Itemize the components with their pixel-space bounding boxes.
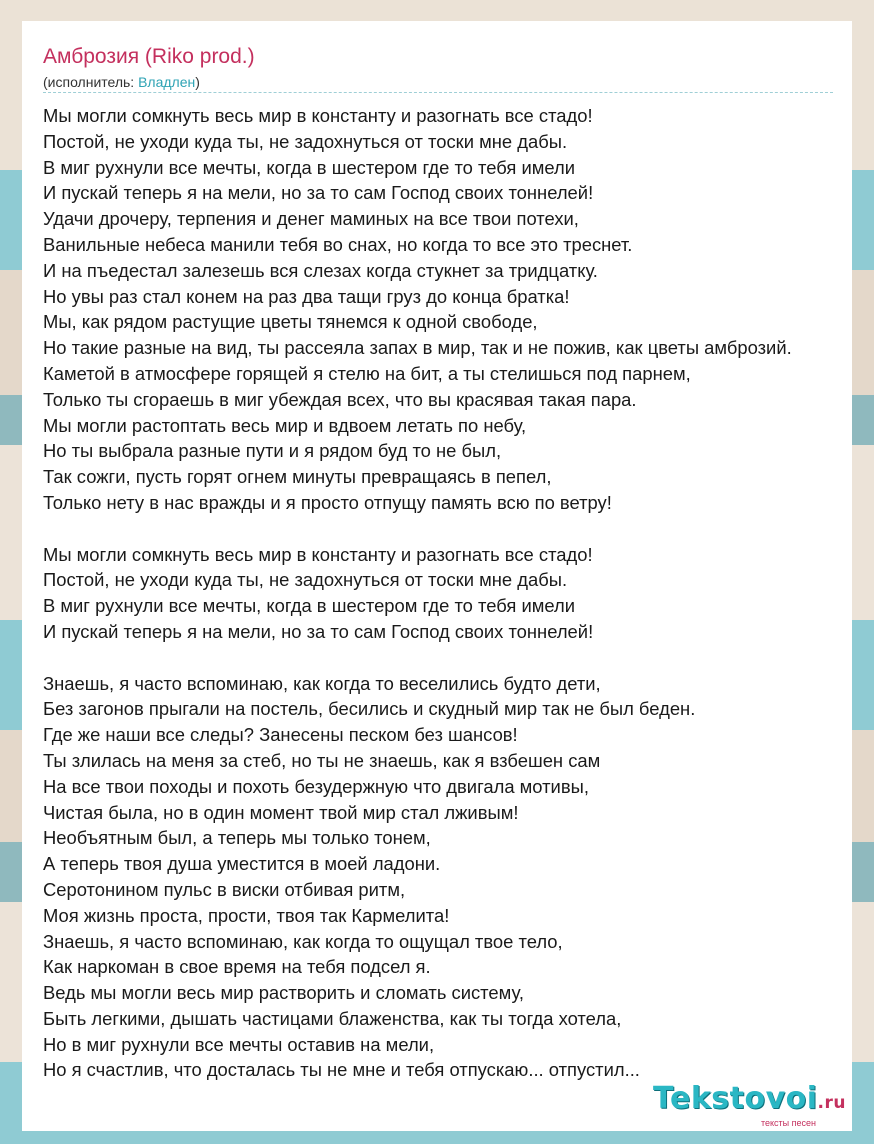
lyric-line: Так сожги, пусть горят огнем минуты превращаясь в пепел,	[43, 466, 552, 488]
logo-tld: .ru	[817, 1093, 846, 1113]
lyric-line: И пускай теперь я на мели, но за то сам Господ своих тоннелей!	[43, 182, 594, 204]
title-divider	[43, 92, 833, 93]
lyric-line: Ты злилась на меня за стеб, но ты не знаешь, как я взбешен сам	[43, 749, 601, 771]
lyric-line: А теперь твоя душа уместится в моей ладони.	[43, 853, 441, 875]
lyric-line: Только ты сгораешь в миг убеждая всех, что вы красявая такая пара.	[43, 388, 637, 410]
logo-tagline: тексты песен	[760, 1118, 816, 1128]
lyric-line: На все твои походы и похоть безудержную что двигала мотивы,	[43, 775, 589, 797]
lyric-line: Но увы раз стал конем на раз два тащи груз до конца братка!	[43, 285, 570, 307]
lyric-line: Моя жизнь проста, прости, твоя так Кармелита!	[43, 904, 450, 926]
lyric-line: В миг рухнули все мечты, когда в шестером где то тебя имели	[43, 595, 575, 617]
artist-link[interactable]: Владлен	[138, 74, 196, 90]
artist-suffix: )	[195, 74, 200, 90]
stanza-break	[43, 516, 874, 542]
lyric-line: Но в миг рухнули все мечты оставив на мели,	[43, 1033, 435, 1055]
stanza-break	[43, 645, 874, 671]
lyric-line: И пускай теперь я на мели, но за то сам Господ своих тоннелей!	[43, 620, 594, 642]
artist-prefix: (исполнитель:	[43, 74, 139, 90]
tekstovoi-logo	[653, 1081, 846, 1128]
logo-brand: Tekstovoi	[653, 1081, 818, 1116]
lyric-line: Быть легкими, дышать частицами блаженства, как ты тогда хотела,	[43, 1007, 622, 1029]
lyric-line: Постой, не уходи куда ты, не задохнуться от тоски мне дабы.	[43, 569, 568, 591]
artist-line	[43, 74, 200, 90]
lyrics-card	[22, 21, 852, 1131]
lyric-line: Необъятным был, а теперь мы только тонем,	[43, 827, 431, 849]
lyric-line: Постой, не уходи куда ты, не задохнуться от тоски мне дабы.	[43, 130, 568, 152]
lyric-line: Без загонов прыгали на постель, бесились и скудный мир так не был беден.	[43, 698, 696, 720]
lyric-line: Серотонином пульс в виски отбивая ритм,	[43, 878, 406, 900]
lyric-line: Ведь мы могли весь мир растворить и сломать систему,	[43, 982, 524, 1004]
lyric-line: Знаешь, я часто вспоминаю, как когда то ощущал твое тело,	[43, 930, 563, 952]
lyric-line: В миг рухнули все мечты, когда в шестером где то тебя имели	[43, 156, 575, 178]
lyric-line: Мы могли сомкнуть весь мир в константу и разогнать все стадо!	[43, 543, 593, 565]
lyric-line: Но такие разные на вид, ты рассеяла запах в мир, так и не пожив, как цветы амброзий.	[43, 337, 792, 359]
lyric-line: Каметой в атмосфере горящей я стелю на бит, а ты стелишься под парнем,	[43, 362, 691, 384]
lyric-line: И на пъедестал залезешь вся слезах когда стукнет за тридцатку.	[43, 259, 598, 281]
lyric-line: Но я счастлив, что досталась ты не мне и тебя отпускаю... отпустил...	[43, 1059, 640, 1081]
lyrics-text	[43, 103, 874, 1083]
lyric-line: Только нету в нас вражды и я просто отпущу память всю по ветру!	[43, 491, 612, 513]
lyric-line: Удачи дрочеру, терпения и денег маминых на все твои потехи,	[43, 208, 579, 230]
lyric-line: Мы могли сомкнуть весь мир в константу и разогнать все стадо!	[43, 105, 593, 126]
lyric-line: Мы могли растоптать весь мир и вдвоем летать по небу,	[43, 414, 527, 436]
lyric-line: Но ты выбрала разные пути и я рядом буд то не был,	[43, 440, 502, 462]
lyric-line: Где же наши все следы? Занесены песком без шансов!	[43, 724, 518, 746]
lyric-line: Чистая была, но в один момент твой мир стал лживым!	[43, 801, 519, 823]
lyric-line: Как наркоман в свое время на тебя подсел я.	[43, 956, 431, 978]
lyric-line: Знаешь, я часто вспоминаю, как когда то веселились будто дети,	[43, 672, 601, 694]
lyric-line: Ванильные небеса манили тебя во снах, но когда то все это треснет.	[43, 233, 633, 255]
song-title: Амброзия (Riko prod.)	[43, 45, 255, 68]
lyric-line: Мы, как рядом растущие цветы тянемся к одной свободе,	[43, 311, 538, 333]
